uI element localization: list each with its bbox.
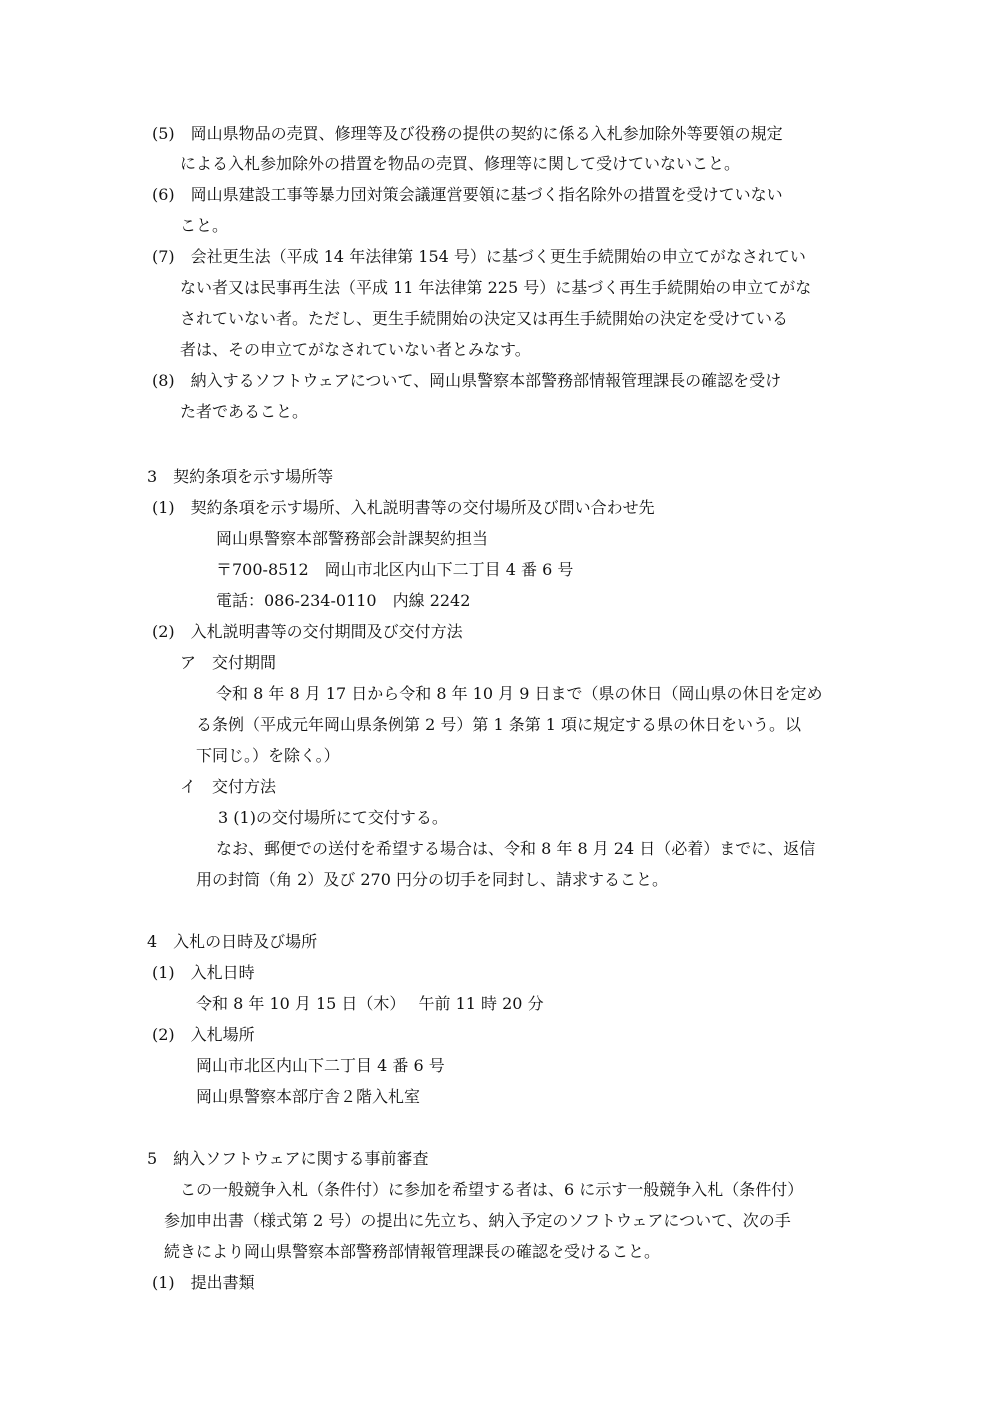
item-6-line-2: こと。: [180, 216, 229, 235]
bid-place-address: 岡山市北区内山下二丁目 4 番 6 号: [196, 1056, 445, 1075]
section-3-item-2: (2) 入札説明書等の交付期間及び交付方法: [152, 622, 463, 641]
item-7-line-1: (7) 会社更生法（平成 14 年法律第 154 号）に基づく更生手続開始の申立てがなされてい: [152, 247, 806, 266]
section-5-heading: 5 納入ソフトウェアに関する事前審査: [147, 1149, 429, 1168]
sub-a-line-2: る条例（平成元年岡山県条例第 2 号）第 1 条第 1 項に規定する県の休日をいう。以: [196, 715, 802, 734]
sub-a-heading: ア 交付期間: [180, 653, 277, 672]
section-4-item-1: (1) 入札日時: [152, 963, 255, 982]
section-3-item-1: (1) 契約条項を示す場所、入札説明書等の交付場所及び問い合わせ先: [152, 498, 655, 517]
contact-phone: 電話：086-234-0110 内線 2242: [216, 591, 471, 610]
item-7-line-2: ない者又は民事再生法（平成 11 年法律第 225 号）に基づく再生手続開始の申立てがな: [180, 278, 812, 297]
section-4-item-2: (2) 入札場所: [152, 1025, 255, 1044]
sub-a-line-3: 下同じ。）を除く。）: [196, 746, 340, 765]
item-8-line-1: (8) 納入するソフトウェアについて、岡山県警察本部警務部情報管理課長の確認を受け: [152, 371, 782, 390]
item-7-line-3: されていない者。ただし、更生手続開始の決定又は再生手続開始の決定を受けている: [180, 309, 789, 328]
sub-i-line-1: 3 (1)の交付場所にて交付する。: [218, 808, 448, 827]
section-5-line-3: 続きにより岡山県警察本部警務部情報管理課長の確認を受けること。: [164, 1242, 661, 1261]
sub-i-line-3: 用の封筒（角 2）及び 270 円分の切手を同封し、請求すること。: [196, 870, 668, 889]
item-5-line-1: (5) 岡山県物品の売買、修理等及び役務の提供の契約に係る入札参加除外等要領の規定: [152, 124, 783, 143]
section-3-heading: 3 契約条項を示す場所等: [147, 467, 334, 486]
section-5-line-1: この一般競争入札（条件付）に参加を希望する者は、6 に示す一般競争入札（条件付）: [180, 1180, 804, 1199]
contact-department: 岡山県警察本部警務部会計課契約担当: [216, 529, 489, 548]
bid-datetime: 令和 8 年 10 月 15 日（木） 午前 11 時 20 分: [196, 994, 544, 1013]
section-5-line-2: 参加申出書（様式第 2 号）の提出に先立ち、納入予定のソフトウェアについて、次の手: [164, 1211, 791, 1230]
sub-i-line-2: なお、郵便での送付を希望する場合は、令和 8 年 8 月 24 日（必着）までに、返信: [216, 839, 816, 858]
item-7-line-4: 者は、その申立てがなされていない者とみなす。: [180, 340, 531, 359]
item-6-line-1: (6) 岡山県建設工事等暴力団対策会議運営要領に基づく指名除外の措置を受けていない: [152, 185, 783, 204]
item-5-line-2: による入札参加除外の措置を物品の売買、修理等に関して受けていないこと。: [180, 154, 741, 173]
item-8-line-2: た者であること。: [180, 402, 309, 421]
sub-a-line-1: 令和 8 年 8 月 17 日から令和 8 年 10 月 9 日まで（県の休日（岡山県の休日を定め: [216, 684, 823, 703]
bid-place-room: 岡山県警察本部庁舎２階入札室: [196, 1087, 421, 1106]
section-4-heading: 4 入札の日時及び場所: [147, 932, 318, 951]
section-5-item-1: (1) 提出書類: [152, 1273, 255, 1292]
sub-i-heading: イ 交付方法: [180, 777, 277, 796]
contact-address: 〒700-8512 岡山市北区内山下二丁目 4 番 6 号: [216, 560, 574, 579]
